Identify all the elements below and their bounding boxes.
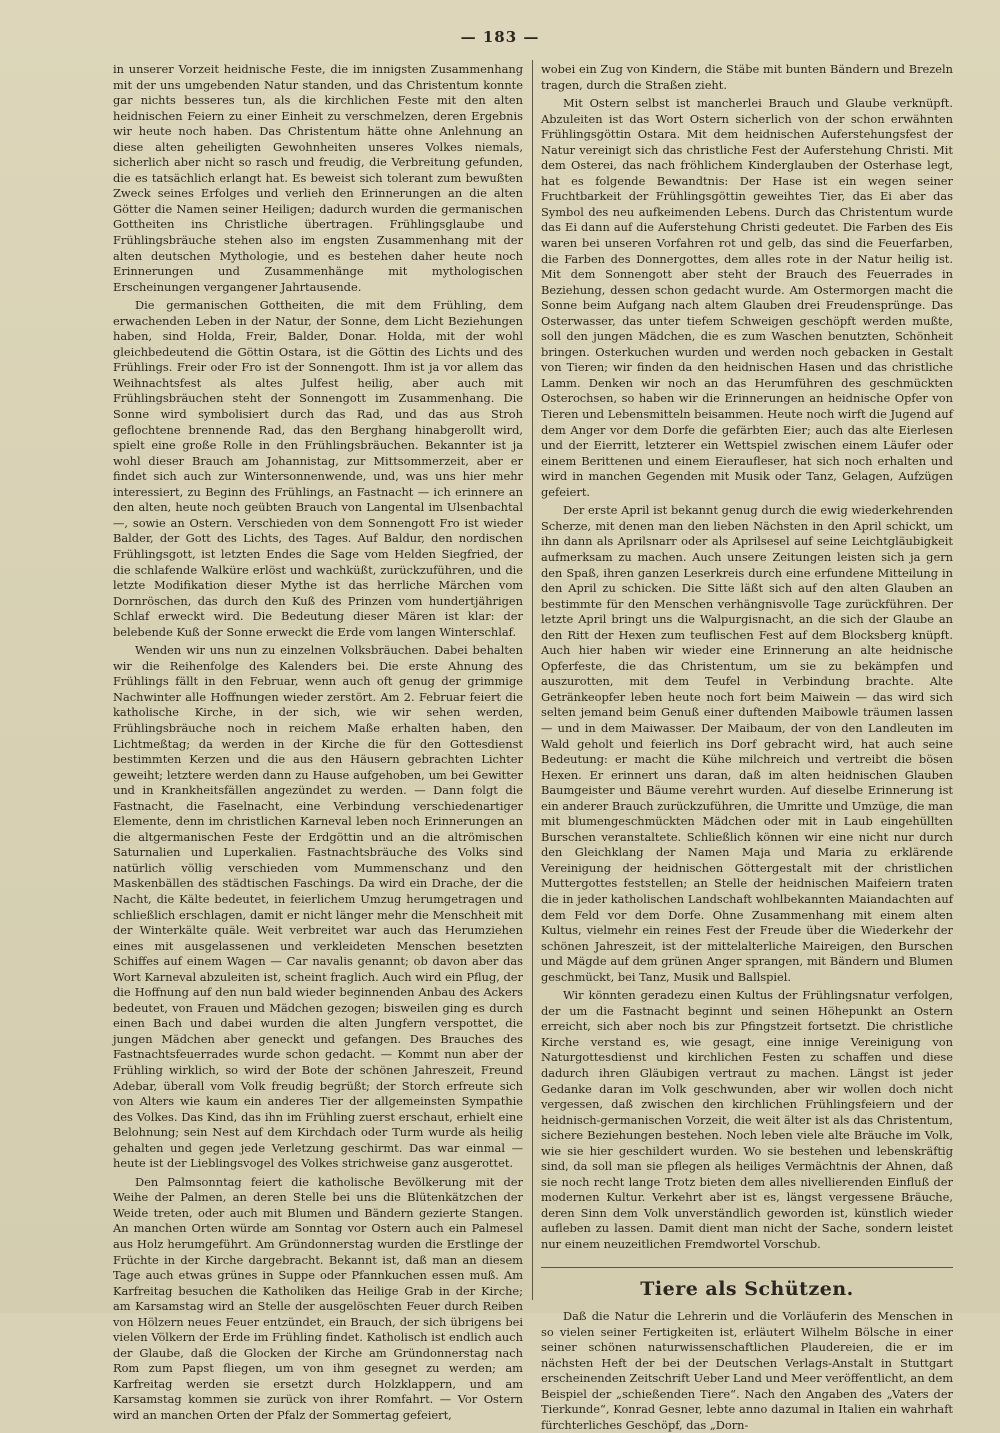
paragraph: Den Palmsonntag feiert die katholische Bevölkerung mit der Weihe der Palmen, an deren Stelle bei uns die Blütenkätzchen der Weide treten, oder auch mit Blumen und Bändern gezierte Stangen. An manchen Orten würde am Sonntag vor Ostern auch ein Palmesel aus Holz herumgeführt. Am Gründonnerstag wurden die Erstlinge der Früchte in der Kirche dargebracht. Bekannt ist, daß man an diesem Tage auch etwas grünes in Suppe oder Pfannkuchen essen muß. Am Karfreitag besuchen die Katholiken das Heilige Grab in der Kirche; am Karsamstag wird an Stelle der ausgelöschten Feuer durch Reiben von Hölzern neues Feuer entzündet, ein Brauch, der sich übrigens bei vielen Völkern der Erde im Frühling findet. Katholisch ist endlich auch der Glaube, daß die Glocken der Kirche am Gründonnerstag nach Rom zum Papst fliegen, um von ihm gesegnet zu werden; am Karfreitag werden sie ersetzt durch Holzklappern, und am Karsamstag kommen sie zurück von ihrer Romfahrt. — Vor Ostern wird an manchen Orten der Pfalz der Sommertag gefeiert, <box>113 1174 523 1423</box>
paragraph: Mit Ostern selbst ist mancherlei Brauch und Glaube verknüpft. Abzuleiten ist das Wort Ostern sicherlich von der schon erwähnten Frühlingsgöttin Ostara. Mit dem heidnischen Auferstehungsfest der Natur vereinigt sich das christliche Fest der Auferstehung Christi. Mit dem Osterei, das nach fröhlichem Kinderglauben der Osterhase legt, hat es folgende Bewandtnis: Der Hase ist ein wegen seiner Fruchtbarkeit der Frühlingsgöttin geweihtes Tier, das Ei aber das Symbol des neu aufkeimenden Lebens. Durch das Christentum wurde das Ei dann auf die Auferstehung Christi gedeutet. Die Farben des Eis waren bei unseren Vorfahren rot und gelb, das sind die Feuerfarben, die Farben des Donnergottes, dem alles rote in der Natur heilig ist. Mit dem Sonnengott aber steht der Brauch des Feuerrades in Beziehung, dessen schon gedacht wurde. Am Ostermorgen macht die Sonne beim Aufgang nach altem Glauben drei Freudensprünge. Das Osterwasser, das unter tiefem Schweigen geschöpft werden mußte, soll den jungen Mädchen, die es zum Waschen benutzten, Schönheit bringen. Osterkuchen wurden und werden noch gebacken in Gestalt von Tieren; wir finden da den heidnischen Hasen und das christliche Lamm. Denken wir noch an das Herumführen des geschmückten Osterochsen, so haben wir die Erinnerungen an heidnische Opfer von Tieren und Lebensmitteln beisammen. Heute noch wirft die Jugend auf dem Anger vor dem Dorfe die gefärbten Eier; auch das alte Eierlesen und der Eierritt, letzterer ein Wettspiel zwischen einem Läufer oder einem Berittenen und einem Eieraufleser, hat sich noch erhalten und wird in manchen Gegenden mit Musik oder Tanz, Gelagen, Aufzügen gefeiert. <box>541 96 953 499</box>
paragraph: Der erste April ist bekannt genug durch die ewig wiederkehrenden Scherze, mit denen man den lieben Nächsten in den April schickt, um ihn dann als Aprilsnarr oder als Aprilsesel auf seine Leichtgläubigkeit aufmerksam zu machen. Auch unsere Zeitungen leisten sich ja gern den Spaß, ihren ganzen Leserkreis durch eine erfundene Mitteilung in den April zu schicken. Die Sitte läßt sich auf den alten Glauben an bestimmte für den Menschen verhängnisvolle Tage zurückführen. Der letzte April bringt uns die Walpurgisnacht, an die sich der Glaube an den Ritt der Hexen zum teuflischen Fest auf dem Blocksberg knüpft. Auch hier haben wir wieder eine Erinnerung an alte heidnische Opferfeste, die das Christentum, um sie zu bekämpfen und auszurotten, mit dem Teufel in Verbindung brachte. Alte Getränkeopfer leben heute noch fort beim Maiwein — das wird sich selten jemand beim Genuß einer duftenden Maibowle träumen lassen — und in dem Maiwasser. Der Maibaum, der von den Landleuten im Wald geholt und feierlich ins Dorf gebracht wird, hat auch seine Bedeutung: er macht die Kühe milchreich und vertreibt die bösen Hexen. Er erinnert uns daran, daß im alten heidnischen Glauben Baumgeister und Bäume verehrt wurden. Auf dieselbe Erinnerung ist ein anderer Brauch zurückzuführen, die Umritte und Umzüge, die man mit blumengeschmückten Mädchen oder mit in Laub eingehüllten Burschen veranstaltete. Schließlich können wir eine nicht nur durch den Gleichklang der Namen Maja und Maria zu erklärende Vereinigung der heidnischen Göttergestalt mit der christlichen Muttergottes feststellen; an Stelle der heidnischen Maifeiern traten die in jeder katholischen Landschaft wohlbekannten Maiandachten auf dem Feld vor dem Dorfe. Ohne Zusammenhang mit einem alten Kultus, vielmehr ein reines Fest der Freude über die Wiederkehr der schönen Jahreszeit, ist der mittelalterliche Maireigen, den Burschen und Mägde auf dem grünen Anger sprangen, mit Bändern und Blumen geschmückt, bei Tanz, Musik und Ballspiel. <box>541 503 953 984</box>
paragraph: Wenden wir uns nun zu einzelnen Volksbräuchen. Dabei behalten wir die Reihenfolge des Kalenders bei. Die erste Ahnung des Frühlings fällt in den Februar, wenn auch oft genug der grimmige Nachwinter alle Hoffnungen wieder zerstört. Am 2. Februar feiert die katholische Kirche, in der sich, wie wir sehen werden, Frühlingsbräuche noch in reichem Maße erhalten haben, den Lichtmeßtag; da werden in der Kirche die für den Gottesdienst bestimmten Kerzen und die aus den Häusern gebrachten Lichter geweiht; letztere werden dann zu Hause aufgehoben, um bei Gewitter und in Krankheitsfällen angezündet zu werden. — Dann folgt die Fastnacht, die Faselnacht, eine Verbindung verschiedenartiger Elemente, denn im christlichen Karneval leben noch Erinnerungen an die altgermanischen Feste der Erdgöttin und an die altrömischen Saturnalien und Luperkalien. Fastnachtsbräuche des Volks sind natürlich völlig verschieden vom Mummenschanz und den Maskenbällen des städtischen Faschings. Da wird ein Drache, der die Nacht, die Kälte bedeutet, in feierlichem Umzug herumgetragen und schließlich erschlagen, damit er nicht länger mehr die Menschheit mit der Winterkälte quäle. Weit verbreitet war auch das Herumziehen eines mit ausgelassenen und verkleideten Menschen besetzten Schiffes auf einem Wagen — Car navalis genannt; ob davon aber das Wort Karneval abzuleiten ist, scheint fraglich. Auch wird ein Pflug, der die Hoffnung auf den nun bald wieder beginnenden Anbau des Ackers bedeutet, von Frauen und Mädchen gezogen; bisweilen ging es durch einen Bach und dabei wurden die alten Jungfern verspottet, die jungen Mädchen aber geneckt und gefangen. Des Brauches des Fastnachtsfeuerrades wurde schon gedacht. — Kommt nun aber der Frühling wirklich, so wird der Bote der schönen Jahreszeit, Freund Adebar, überall vom Volk freudig begrüßt; der Storch erfreute sich von Alters wie kaum ein anderes Tier der allgemeinsten Sympathie des Volkes. Das Kind, das ihn im Frühling zuerst erschaut, erhielt eine Belohnung; sein Nest auf dem Kirchdach oder Turm wurde als heilig gehalten und gegen jede Verletzung geschirmt. Das war einmal — heute ist der Lieblingsvogel des Volkes strichweise ganz ausgerottet. <box>113 643 523 1171</box>
paragraph: Die germanischen Gottheiten, die mit dem Frühling, dem erwachenden Leben in der Natur, der Sonne, dem Licht Beziehungen haben, sind Holda, Freir, Balder, Donar. Holda, mit der wohl gleichbedeutend die Göttin Ostara, ist die Göttin des Lichts und des Frühlings. Freir oder Fro ist der Sonnengott. Ihm ist ja vor allem das Weihnachtsfest als altes Julfest heilig, aber auch mit Frühlingsbräuchen steht der Sonnengott im Zusammenhang. Die Sonne wird symbolisiert durch das Rad, und das aus Stroh geflochtene brennende Rad, das den Berghang hinabgerollt wird, spielt eine große Rolle in den Frühlingsbräuchen. Bekannter ist ja wohl dieser Brauch am Johannistag, zur Mittsommerzeit, aber er findet sich auch zur Wintersonnenwende, und, was uns hier mehr interessiert, zu Beginn des Frühlings, an Fastnacht — ich erinnere an den alten, heute noch geübten Brauch von Langental im Ulsenbachtal —, sowie an Ostern. Verschieden von dem Sonnengott Fro ist wieder Balder, der Gott des Lichts, des Tages. Auf Baldur, den nordischen Frühlingsgott, ist letzten Endes die Sage vom Helden Siegfried, der die schlafende Walküre erlöst und wachküßt, zurückzuführen, und die letzte Modifikation dieser Mythe ist das herrliche Märchen vom Dornröschen, das durch den Kuß des Prinzen vom hundertjährigen Schlaf erweckt wird. Die Bedeutung dieser Mären ist klar: der belebende Kuß der Sonne erweckt die Erde vom langen Winterschlaf. <box>113 298 523 639</box>
paragraph: in unserer Vorzeit heidnische Feste, die im innigsten Zusammenhang mit der uns umgebenden Natur standen, und das Christentum konnte gar nichts besseres tun, als die kirchlichen Feste mit den alten heidnischen Feiern zu einer Einheit zu verschmelzen, deren Ergebnis wir heute noch haben. Das Christentum hätte ohne Anlehnung an diese alten geheiligten Gewohnheiten unseres Volkes niemals, sicherlich aber nicht so rasch und freudig, die Verbreitung gefunden, die es tatsächlich erlangt hat. Es beweist sich tolerant zum bewußten Zweck seines Erfolges und verlieh den Erinnerungen an die alten Götter die Namen seiner Heiligen; dadurch wurden die germanischen Gottheiten ins Christliche übertragen. Frühlingsglaube und Frühlingsbräuche stehen also im engsten Zusammenhang mit der alten deutschen Mythologie, und es bestehen daher heute noch Erinnerungen und Zusammenhänge mit mythologischen Erscheinungen vergangener Jahrtausende. <box>113 62 523 294</box>
column-divider <box>532 60 533 1300</box>
paragraph: Daß die Natur die Lehrerin und die Vorläuferin des Menschen in so vielen seiner Fertigkeiten ist, erläutert Wilhelm Bölsche in einer seiner schönen naturwissenschaftlichen Plaudereien, die er im nächsten Heft der bei der Deutschen Verlags-Anstalt in Stuttgart erscheinenden Zeitschrift Ueber Land und Meer veröffentlicht, an dem Beispiel der „schießenden Tiere“. Nach den Angaben des „Vaters der Tierkunde“, Konrad Gesner, lebte anno dazumal in Italien ein wahrhaft fürchterliches Geschöpf, das „Dorn- <box>541 1309 953 1432</box>
paragraph: Wir könnten geradezu einen Kultus der Frühlingsnatur verfolgen, der um die Fastnacht beginnt und seinen Höhepunkt an Ostern erreicht, sich aber noch bis zur Pfingstzeit fortsetzt. Die christliche Kirche verstand es, wie gesagt, eine innige Vereinigung von Naturgottesdienst und kirchlichen Festen zu schaffen und diese dadurch ihren Gläubigen vertraut zu machen. Längst ist jeder Gedanke daran im Volk geschwunden, aber wir wollen doch nicht vergessen, daß zwischen den kirchlichen Frühlingsfeiern und der heidnisch-germanischen Vorzeit, die weit älter ist als das Christentum, sichere Beziehungen bestehen. Noch leben viele alte Bräuche im Volk, wie sie hier geschildert wurden. Wo sie bestehen und lebenskräftig sind, da soll man sie pflegen als heiliges Vermächtnis der Ahnen, daß sie noch recht lange Trotz bieten dem alles nivellierenden Einfluß der modernen Kultur. Verkehrt aber ist es, längst vergessene Bräuche, deren Sinn dem Volk unverständlich geworden ist, künstlich wieder aufleben zu lassen. Damit dient man nicht der Sache, sondern leistet nur einem neuzeitlichen Fremdwortel Vorschub. <box>541 988 953 1252</box>
page-number: — 183 — <box>460 28 540 46</box>
article-heading-block <box>541 1267 953 1298</box>
right-column <box>541 62 953 1432</box>
left-column <box>113 62 523 1423</box>
article-heading: Tiere als Schützen. <box>640 1277 854 1300</box>
paragraph: wobei ein Zug von Kindern, die Stäbe mit bunten Bändern und Brezeln tragen, durch die Straßen zieht. <box>541 62 953 92</box>
